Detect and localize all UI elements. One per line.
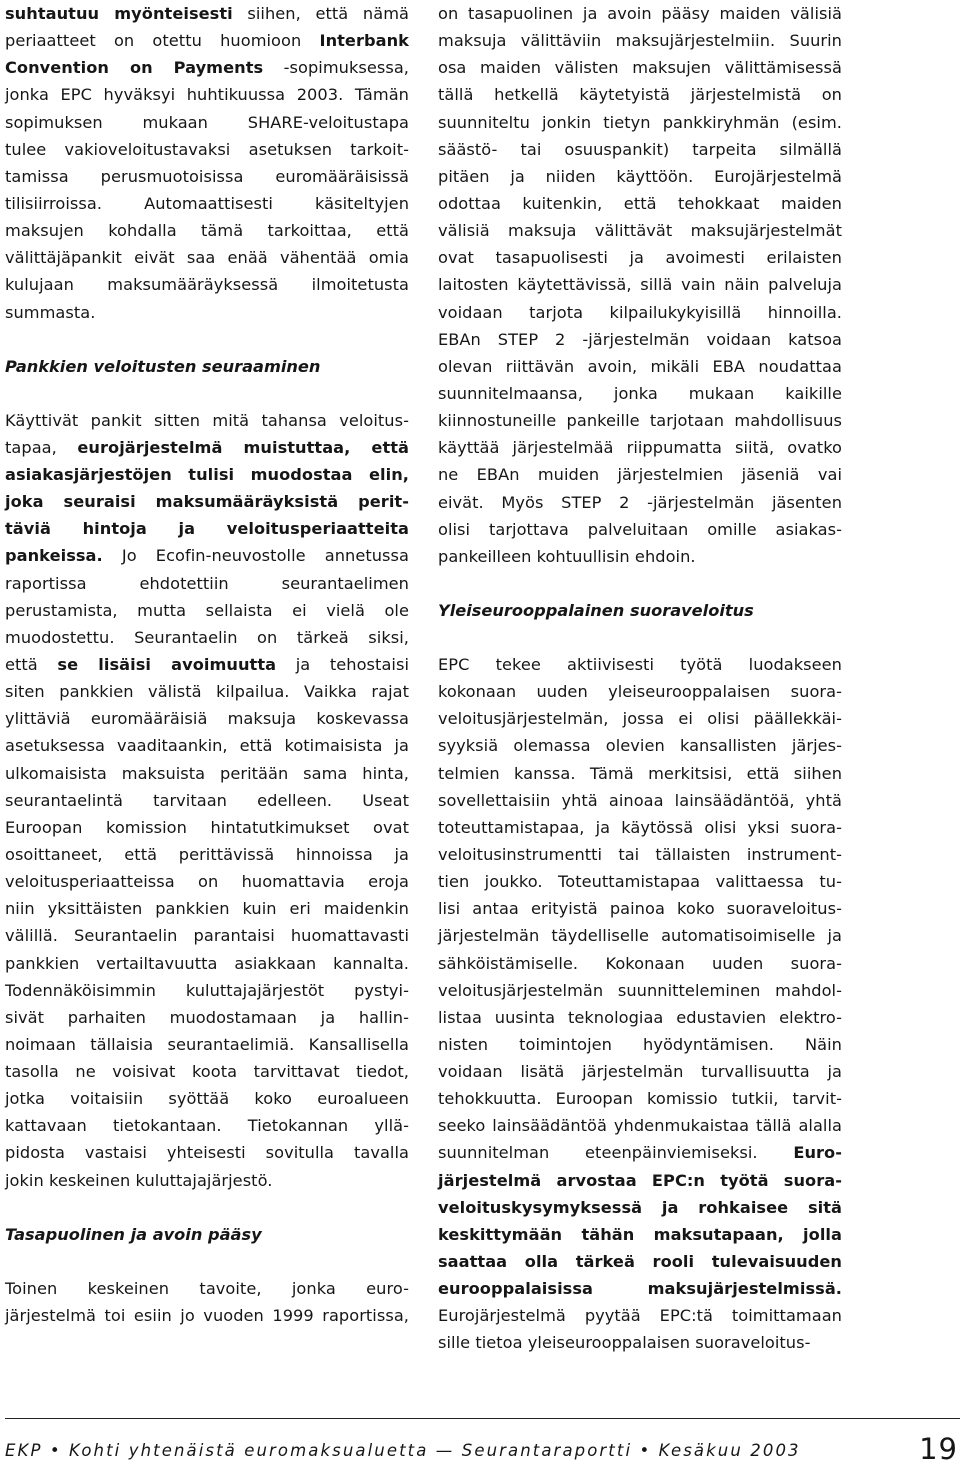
text-segment: Toinen keskeinen tavoite, jonka euro- xyxy=(5,1278,409,1298)
bold-text: Convention on Payments xyxy=(5,58,264,78)
text-line xyxy=(438,54,842,81)
text-line xyxy=(5,950,409,977)
text-segment: järjestelmä toi esiin jo vuoden 1999 raportissa, xyxy=(5,1305,409,1325)
text-segment: niin yksittäisten pankkien kuin eri maidenkin xyxy=(5,899,409,919)
text-line xyxy=(5,271,409,298)
text-segment: tamissa perusmuotoisissa euromääräisissä xyxy=(5,166,409,186)
text-line xyxy=(438,922,842,949)
text-segment: raportissa ehdotettiin seurantaelimen xyxy=(5,573,409,593)
text-line xyxy=(5,515,409,542)
text-line xyxy=(5,244,409,271)
text-line xyxy=(5,1031,409,1058)
text-line xyxy=(5,461,409,488)
text-line xyxy=(438,705,842,732)
text-segment: ja tehostaisi xyxy=(276,654,409,674)
text-line xyxy=(438,326,842,353)
text-segment: tapaa, xyxy=(5,437,78,457)
text-segment: kiinnostuneille pankeille tarjotaan mahdollisuus xyxy=(438,411,842,431)
text-segment: kokonaan uuden yleiseurooppalaisen suora- xyxy=(438,682,842,702)
bold-text: se lisäisi avoimuutta xyxy=(57,654,277,674)
text-segment: summasta. xyxy=(5,302,96,322)
text-segment: tasolla ne voisivat koota tarvittavat tiedot, xyxy=(5,1062,409,1082)
text-line xyxy=(438,543,842,570)
text-line xyxy=(438,407,842,434)
text-segment: ulkomaisista maksuista peritään sama hinta, xyxy=(5,763,409,783)
text-segment: olevan riittävän avoin, mikäli EBA noudattaa xyxy=(438,356,842,376)
text-line xyxy=(438,1248,842,1275)
text-segment: tulee vakioveloitustavaksi asetuksen tarkoit- xyxy=(5,139,409,159)
text-line xyxy=(5,81,409,108)
bold-text: pankeissa. xyxy=(5,546,103,566)
text-segment: perustamista, mutta sellaista ei vielä ole xyxy=(5,600,409,620)
text-line xyxy=(5,54,409,81)
text-line xyxy=(438,950,842,977)
text-line xyxy=(5,597,409,624)
text-segment: veloitusperiaatteissa on huomattavia eroja xyxy=(5,872,409,892)
text-line xyxy=(438,1194,842,1221)
text-line xyxy=(5,190,409,217)
text-line xyxy=(5,163,409,190)
text-line xyxy=(438,760,842,787)
text-segment: suunnitelmaansa, jonka mukaan kaikille xyxy=(438,383,842,403)
text-segment: listaa uusinta teknologiaa edustavien elektro- xyxy=(438,1007,842,1027)
text-segment: Jo Ecofin-neuvostolle annetussa xyxy=(102,546,409,566)
text-segment: jonka EPC hyväksyi huhtikuussa 2003. Tämän xyxy=(5,85,409,105)
bold-text: suhtautuu myönteisesti xyxy=(5,4,233,23)
text-segment: sopimuksen mukaan SHARE-veloitustapa xyxy=(5,112,409,132)
text-line xyxy=(438,81,842,108)
text-line xyxy=(5,977,409,1004)
text-line xyxy=(5,868,409,895)
bold-text: eurojärjestelmä muistuttaa, että xyxy=(77,437,409,457)
text-line xyxy=(438,787,842,814)
paragraph-gap xyxy=(438,570,842,597)
bold-text: eurooppalaisissa maksujärjestelmissä. xyxy=(438,1279,842,1299)
text-line xyxy=(438,27,842,54)
text-line xyxy=(5,760,409,787)
text-segment: nisten toimintojen hyödyntämisen. Näin xyxy=(438,1034,842,1054)
text-line xyxy=(5,841,409,868)
text-line xyxy=(438,868,842,895)
bold-text: veloituskysymyksessä ja rohkaisee sitä xyxy=(438,1197,842,1217)
text-line xyxy=(438,841,842,868)
text-line xyxy=(5,570,409,597)
text-line xyxy=(438,299,842,326)
text-line xyxy=(438,1085,842,1112)
text-segment: tilisiirroissa. Automaattisesti käsiteltyjen xyxy=(5,193,409,213)
text-segment: maksuja välittäviin maksujärjestelmiin. Suurin xyxy=(438,31,842,51)
text-segment: sähköistämiselle. Kokonaan uuden suora- xyxy=(438,953,842,973)
text-segment: odottaa kuitenkin, että tehokkaat maiden xyxy=(438,193,842,213)
text-segment: säästö- tai osuuspankit) tarpeita silmällä xyxy=(438,139,842,159)
text-segment: pidosta vastaisi yhteisesti sovitulla tavalla xyxy=(5,1143,409,1163)
text-line xyxy=(438,190,842,217)
text-segment: olisi tarjottava palveluitaan omille asiakas- xyxy=(438,519,842,539)
text-line xyxy=(5,109,409,136)
section-heading: Yleiseurooppalainen suoraveloitus xyxy=(438,600,754,620)
bold-text: asiakasjärjestöjen tulisi muodostaa elin, xyxy=(5,464,409,484)
text-line xyxy=(438,977,842,1004)
bold-text: keskittymään tähän maksutapaan, jolla xyxy=(438,1224,842,1244)
bold-text: täviä hintoja ja veloitusperiaatteita xyxy=(5,519,409,539)
text-line xyxy=(5,624,409,651)
text-segment: laitosten käytettävissä, sillä vain näin palveluja xyxy=(438,275,842,295)
text-line xyxy=(5,27,409,54)
paragraph-gap xyxy=(5,380,409,407)
paragraph-gap xyxy=(5,326,409,353)
text-segment: Todennäköisimmin kuluttajajärjestöt pystyi- xyxy=(5,980,409,1000)
text-segment: seurantaelintä tarvitaan edelleen. Useat xyxy=(5,790,409,810)
text-segment: välisiä maksuja välittävät maksujärjestelmät xyxy=(438,221,842,241)
text-line xyxy=(438,353,842,380)
text-segment: sovellettaisiin yhtä ainoaa lainsäädäntöä, yhtä xyxy=(438,790,842,810)
text-line xyxy=(5,1139,409,1166)
bold-text: järjestelmä arvostaa EPC:n työtä suora- xyxy=(438,1170,842,1190)
text-segment: eivät. Myös STEP 2 -järjestelmän jäsenten xyxy=(438,492,842,512)
text-segment: maksujen kohdalla tämä tarkoittaa, että xyxy=(5,221,409,241)
section-heading: Tasapuolinen ja avoin pääsy xyxy=(5,1224,262,1244)
running-title: EKP • Kohti yhtenäistä euromaksualuetta — Seurantaraportti • Kesäkuu 2003 xyxy=(5,1441,801,1460)
text-segment: veloitusinstrumentti tai tällaisten instrument- xyxy=(438,844,842,864)
text-segment: on tasapuolinen ja avoin pääsy maiden välisiä xyxy=(438,4,842,23)
paragraph-gap xyxy=(438,624,842,651)
text-line xyxy=(438,1329,842,1356)
right-column xyxy=(438,0,842,1357)
text-segment: osa maiden välisten maksujen välittämisessä xyxy=(438,58,842,78)
text-line xyxy=(5,1275,409,1302)
text-line xyxy=(5,732,409,759)
text-line xyxy=(5,299,409,326)
text-segment: voidaan tarjota kilpailukykyisillä hinnoilla. xyxy=(438,302,842,322)
text-line xyxy=(5,651,409,678)
text-segment: kulujaan maksumääräyksessä ilmoitetusta xyxy=(5,275,409,295)
text-line xyxy=(438,732,842,759)
text-segment: toteuttamistapaa, ja käytössä olisi yksi suora- xyxy=(438,817,842,837)
left-column xyxy=(5,0,409,1329)
text-line xyxy=(438,489,842,516)
text-line xyxy=(5,1302,409,1329)
text-segment: muodostettu. Seurantaelin on tärkeä siksi, xyxy=(5,627,409,647)
text-segment: veloitusjärjestelmän suunnitteleminen mahdol- xyxy=(438,980,842,1000)
text-line xyxy=(5,542,409,569)
text-segment: veloitusjärjestelmän, jossa ei olisi päällekkäi- xyxy=(438,709,842,729)
text-line xyxy=(5,1167,409,1194)
text-line xyxy=(5,1085,409,1112)
text-line xyxy=(438,1167,842,1194)
text-line xyxy=(5,895,409,922)
bold-text: joka seuraisi maksumääräyksistä perit- xyxy=(5,492,409,512)
section-heading: Pankkien veloitusten seuraaminen xyxy=(5,356,321,376)
text-line xyxy=(438,1302,842,1329)
text-segment: välittäjäpankit eivät saa enää vähentää omia xyxy=(5,248,409,268)
text-line xyxy=(438,1275,842,1302)
text-line xyxy=(438,163,842,190)
text-segment: EPC tekee aktiivisesti työtä luodakseen xyxy=(438,654,842,674)
text-segment: telmien kanssa. Tämä merkitsisi, että siihen xyxy=(438,763,842,783)
text-segment: periaatteet on otettu huomioon xyxy=(5,31,320,51)
text-line xyxy=(5,407,409,434)
text-segment: pankeilleen kohtuullisin ehdoin. xyxy=(438,546,696,566)
page-footer xyxy=(5,1418,960,1469)
text-line xyxy=(5,136,409,163)
text-segment: voidaan lisätä järjestelmän turvallisuutta ja xyxy=(438,1062,842,1082)
text-line xyxy=(5,814,409,841)
text-line xyxy=(438,814,842,841)
text-segment: Eurojärjestelmä pyytää EPC:tä toimittamaan xyxy=(438,1306,842,1326)
text-segment: järjestelmän täydelliselle automatisoimiselle ja xyxy=(438,926,842,946)
text-segment: osoittaneet, että perittävissä hinnoissa ja xyxy=(5,844,409,864)
text-line xyxy=(5,434,409,461)
text-line xyxy=(438,380,842,407)
text-line xyxy=(438,1004,842,1031)
text-line xyxy=(438,0,842,27)
text-segment: tällä hetkellä käytetyistä järjestelmistä on xyxy=(438,85,842,105)
text-line xyxy=(5,1004,409,1031)
text-line xyxy=(438,461,842,488)
page-number: 19 xyxy=(919,1432,958,1466)
text-line xyxy=(438,434,842,461)
text-line xyxy=(438,244,842,271)
text-segment: käyttää järjestelmää riippumatta siitä, ovatko xyxy=(438,438,842,458)
text-segment: ne EBAn muiden järjestelmien jäseniä vai xyxy=(438,465,842,485)
text-line xyxy=(5,1112,409,1139)
text-line xyxy=(5,0,409,27)
text-segment: asetuksessa vaaditaankin, että kotimaisista ja xyxy=(5,736,409,756)
text-line xyxy=(5,1058,409,1085)
text-line xyxy=(5,705,409,732)
text-segment: lisi antaa erityistä painoa koko suoraveloitus- xyxy=(438,899,842,919)
text-segment: sille tietoa yleiseurooppalaisen suoraveloitus- xyxy=(438,1333,811,1353)
text-line xyxy=(438,678,842,705)
text-line xyxy=(438,1058,842,1085)
text-segment: suunnitelman eteenpäinviemiseksi. xyxy=(438,1143,794,1163)
text-segment: jotka voitaisiin syöttää koko euroalueen xyxy=(5,1089,409,1109)
text-segment: siihen, että nämä xyxy=(232,4,409,23)
text-line xyxy=(438,1031,842,1058)
text-segment: siten pankkien välistä kilpailua. Vaikka rajat xyxy=(5,682,409,702)
text-segment: välillä. Seurantaelin parantaisi huomattavasti xyxy=(5,926,409,946)
text-segment: tien joukko. Toteuttamistapaa valittaessa tu- xyxy=(438,872,842,892)
text-segment: kattavaan tietokantaan. Tietokannan yllä- xyxy=(5,1116,409,1136)
paragraph-gap xyxy=(5,1194,409,1221)
text-segment: että xyxy=(5,654,58,674)
text-line xyxy=(438,271,842,298)
text-line xyxy=(5,678,409,705)
text-segment: EBAn STEP 2 -järjestelmän voidaan katsoa xyxy=(438,329,842,349)
text-segment: jokin keskeinen kuluttajajärjestö. xyxy=(5,1170,273,1190)
text-segment: Käyttivät pankit sitten mitä tahansa veloitus- xyxy=(5,410,409,430)
text-segment: syyksiä olemassa olevien kansallisten järjes- xyxy=(438,736,842,756)
text-line xyxy=(438,651,842,678)
text-segment: Euroopan komission hintatutkimukset ovat xyxy=(5,817,409,837)
text-segment: tehokkuutta. Euroopan komissio tutkii, tarvit- xyxy=(438,1089,842,1109)
text-line xyxy=(438,1221,842,1248)
text-segment: ylittäviä euromääräisiä maksuja koskevassa xyxy=(5,709,409,729)
text-segment: noimaan tällaisia seurantaelimiä. Kansallisella xyxy=(5,1034,409,1054)
text-line xyxy=(438,136,842,163)
text-line xyxy=(438,217,842,244)
text-line xyxy=(438,1112,842,1139)
text-segment: pitäen ja niiden käyttöön. Eurojärjestelmä xyxy=(438,166,842,186)
bold-text: Interbank xyxy=(319,31,409,51)
text-line xyxy=(438,516,842,543)
text-line xyxy=(5,217,409,244)
text-segment: suunniteltu jonkin tietyn pankkiryhmän (esim. xyxy=(438,112,842,132)
text-line xyxy=(438,1139,842,1166)
text-segment: sivät parhaiten muodostamaan ja hallin- xyxy=(5,1007,409,1027)
paragraph-gap xyxy=(5,1248,409,1275)
text-segment: -sopimuksessa, xyxy=(263,58,409,78)
text-line xyxy=(438,109,842,136)
text-segment: ovat tasapuolisesti ja avoimesti erilaisten xyxy=(438,248,842,268)
bold-text: Euro- xyxy=(793,1143,842,1163)
text-segment: pankkien vertailtavuutta asiakkaan kannalta. xyxy=(5,953,409,973)
text-line xyxy=(438,895,842,922)
text-line xyxy=(5,787,409,814)
bold-text: saattaa olla tärkeä rooli tulevaisuuden xyxy=(438,1252,842,1272)
text-line xyxy=(5,488,409,515)
text-segment: seeko lainsäädäntöä yhdenmukaistaa tällä alalla xyxy=(438,1116,842,1136)
text-line xyxy=(5,922,409,949)
